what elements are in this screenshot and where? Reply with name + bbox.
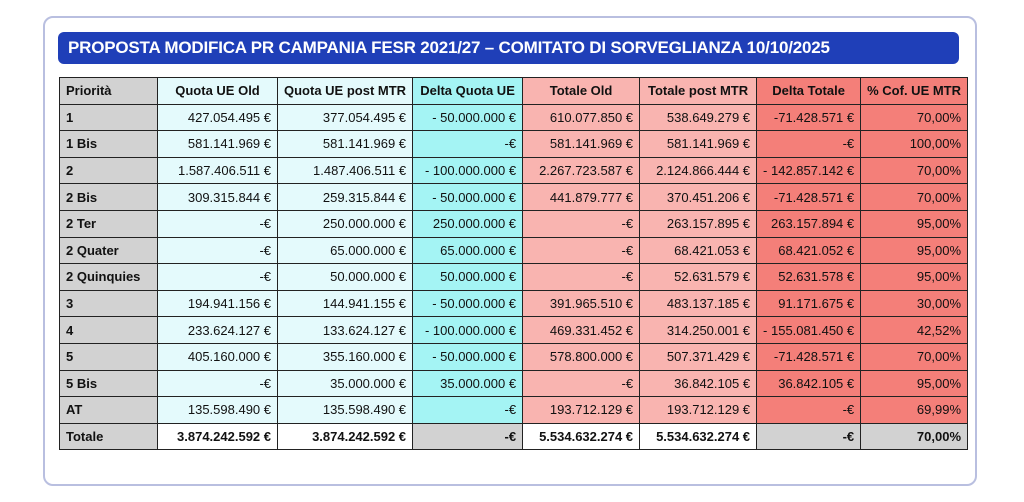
cell-delta-totale: -71.428.571 € <box>757 343 861 370</box>
total-quota-ue-old: 3.874.242.592 € <box>158 423 278 450</box>
cell-totale-old: 578.800.000 € <box>523 343 640 370</box>
total-delta-totale: -€ <box>757 423 861 450</box>
row-priorita: AT <box>60 397 158 424</box>
cell-quota-ue-old: 427.054.495 € <box>158 104 278 131</box>
table-body <box>60 104 968 423</box>
cell-cof-ue-mtr: 95,00% <box>861 264 968 291</box>
cell-quota-ue-old: -€ <box>158 264 278 291</box>
row-priorita: 1 Bis <box>60 131 158 158</box>
row-priorita: 2 <box>60 157 158 184</box>
cell-totale-old: 391.965.510 € <box>523 290 640 317</box>
cell-totale-old: -€ <box>523 210 640 237</box>
page-title: PROPOSTA MODIFICA PR CAMPANIA FESR 2021/27 – COMITATO DI SORVEGLIANZA 10/10/2025 <box>58 32 959 64</box>
cell-cof-ue-mtr: 70,00% <box>861 157 968 184</box>
cell-delta-totale: -71.428.571 € <box>757 104 861 131</box>
cell-delta-totale: 263.157.894 € <box>757 210 861 237</box>
cell-quota-ue-post-mtr: 35.000.000 € <box>278 370 413 397</box>
header-totale-old: Totale Old <box>523 78 640 105</box>
cell-totale-old: 581.141.969 € <box>523 131 640 158</box>
header-delta-quota-ue: Delta Quota UE <box>413 78 523 105</box>
cell-delta-quota-ue: - 100.000.000 € <box>413 157 523 184</box>
cell-quota-ue-old: 135.598.490 € <box>158 397 278 424</box>
cell-delta-quota-ue: -€ <box>413 397 523 424</box>
header-quota-ue-post-mtr: Quota UE post MTR <box>278 78 413 105</box>
cell-cof-ue-mtr: 69,99% <box>861 397 968 424</box>
row-priorita: 5 <box>60 343 158 370</box>
row-priorita: 1 <box>60 104 158 131</box>
table-row <box>60 210 968 237</box>
cell-quota-ue-post-mtr: 135.598.490 € <box>278 397 413 424</box>
cell-quota-ue-post-mtr: 65.000.000 € <box>278 237 413 264</box>
header-delta-totale: Delta Totale <box>757 78 861 105</box>
cell-cof-ue-mtr: 30,00% <box>861 290 968 317</box>
cell-cof-ue-mtr: 70,00% <box>861 104 968 131</box>
cell-quota-ue-post-mtr: 250.000.000 € <box>278 210 413 237</box>
cell-delta-quota-ue: 65.000.000 € <box>413 237 523 264</box>
header-cof-ue-mtr: % Cof. UE MTR <box>861 78 968 105</box>
cell-cof-ue-mtr: 100,00% <box>861 131 968 158</box>
cell-delta-totale: - 142.857.142 € <box>757 157 861 184</box>
cell-totale-post-mtr: 36.842.105 € <box>640 370 757 397</box>
cell-quota-ue-old: 194.941.156 € <box>158 290 278 317</box>
total-totale-post-mtr: 5.534.632.274 € <box>640 423 757 450</box>
cell-quota-ue-old: 233.624.127 € <box>158 317 278 344</box>
row-priorita: 2 Quinquies <box>60 264 158 291</box>
total-totale-old: 5.534.632.274 € <box>523 423 640 450</box>
table-row <box>60 343 968 370</box>
cell-delta-totale: -71.428.571 € <box>757 184 861 211</box>
cell-delta-quota-ue: 35.000.000 € <box>413 370 523 397</box>
cell-totale-post-mtr: 193.712.129 € <box>640 397 757 424</box>
cell-delta-quota-ue: - 100.000.000 € <box>413 317 523 344</box>
row-priorita: 3 <box>60 290 158 317</box>
table-row <box>60 131 968 158</box>
cell-delta-quota-ue: - 50.000.000 € <box>413 104 523 131</box>
cell-totale-old: -€ <box>523 264 640 291</box>
row-priorita: 5 Bis <box>60 370 158 397</box>
cell-quota-ue-post-mtr: 50.000.000 € <box>278 264 413 291</box>
cell-totale-post-mtr: 263.157.895 € <box>640 210 757 237</box>
cell-cof-ue-mtr: 70,00% <box>861 184 968 211</box>
cell-totale-post-mtr: 52.631.579 € <box>640 264 757 291</box>
cell-totale-post-mtr: 68.421.053 € <box>640 237 757 264</box>
cell-quota-ue-post-mtr: 133.624.127 € <box>278 317 413 344</box>
table-row <box>60 290 968 317</box>
cell-totale-old: 610.077.850 € <box>523 104 640 131</box>
cell-delta-totale: 91.171.675 € <box>757 290 861 317</box>
table-header-row <box>60 78 968 105</box>
cell-delta-quota-ue: - 50.000.000 € <box>413 343 523 370</box>
table-row <box>60 157 968 184</box>
cell-quota-ue-old: -€ <box>158 237 278 264</box>
cell-totale-post-mtr: 483.137.185 € <box>640 290 757 317</box>
cell-totale-post-mtr: 507.371.429 € <box>640 343 757 370</box>
cell-delta-quota-ue: - 50.000.000 € <box>413 184 523 211</box>
cell-totale-post-mtr: 538.649.279 € <box>640 104 757 131</box>
header-priorita: Priorità <box>60 78 158 105</box>
cell-totale-old: -€ <box>523 370 640 397</box>
table-row <box>60 370 968 397</box>
total-delta-quota-ue: -€ <box>413 423 523 450</box>
cell-delta-quota-ue: -€ <box>413 131 523 158</box>
cell-cof-ue-mtr: 95,00% <box>861 370 968 397</box>
cell-cof-ue-mtr: 42,52% <box>861 317 968 344</box>
cell-delta-totale: - 155.081.450 € <box>757 317 861 344</box>
cell-totale-post-mtr: 370.451.206 € <box>640 184 757 211</box>
cell-delta-quota-ue: 250.000.000 € <box>413 210 523 237</box>
cell-quota-ue-post-mtr: 355.160.000 € <box>278 343 413 370</box>
cell-quota-ue-old: -€ <box>158 370 278 397</box>
cell-quota-ue-old: 1.587.406.511 € <box>158 157 278 184</box>
cell-cof-ue-mtr: 95,00% <box>861 237 968 264</box>
cell-totale-post-mtr: 314.250.001 € <box>640 317 757 344</box>
cell-quota-ue-post-mtr: 581.141.969 € <box>278 131 413 158</box>
row-priorita: 2 Bis <box>60 184 158 211</box>
table-row <box>60 237 968 264</box>
cell-delta-totale: 52.631.578 € <box>757 264 861 291</box>
total-cof-ue-mtr: 70,00% <box>861 423 968 450</box>
total-quota-ue-post-mtr: 3.874.242.592 € <box>278 423 413 450</box>
row-priorita: 2 Quater <box>60 237 158 264</box>
cell-totale-old: 2.267.723.587 € <box>523 157 640 184</box>
cell-quota-ue-old: 309.315.844 € <box>158 184 278 211</box>
cell-totale-post-mtr: 2.124.866.444 € <box>640 157 757 184</box>
table-row <box>60 184 968 211</box>
cell-totale-old: 441.879.777 € <box>523 184 640 211</box>
header-quota-ue-old: Quota UE Old <box>158 78 278 105</box>
table-row <box>60 264 968 291</box>
cell-quota-ue-post-mtr: 259.315.844 € <box>278 184 413 211</box>
total-row <box>60 423 968 450</box>
row-priorita: 4 <box>60 317 158 344</box>
table-row <box>60 317 968 344</box>
total-label: Totale <box>60 423 158 450</box>
cell-quota-ue-old: 405.160.000 € <box>158 343 278 370</box>
cell-delta-totale: -€ <box>757 131 861 158</box>
cell-totale-old: 469.331.452 € <box>523 317 640 344</box>
cell-quota-ue-post-mtr: 1.487.406.511 € <box>278 157 413 184</box>
cell-quota-ue-post-mtr: 377.054.495 € <box>278 104 413 131</box>
cell-delta-totale: 68.421.052 € <box>757 237 861 264</box>
cell-totale-old: 193.712.129 € <box>523 397 640 424</box>
table-row <box>60 104 968 131</box>
cell-totale-post-mtr: 581.141.969 € <box>640 131 757 158</box>
cell-cof-ue-mtr: 70,00% <box>861 343 968 370</box>
cell-delta-totale: 36.842.105 € <box>757 370 861 397</box>
cell-quota-ue-old: 581.141.969 € <box>158 131 278 158</box>
table-row <box>60 397 968 424</box>
row-priorita: 2 Ter <box>60 210 158 237</box>
cell-totale-old: -€ <box>523 237 640 264</box>
cell-delta-quota-ue: 50.000.000 € <box>413 264 523 291</box>
header-totale-post-mtr: Totale post MTR <box>640 78 757 105</box>
cell-quota-ue-old: -€ <box>158 210 278 237</box>
cell-cof-ue-mtr: 95,00% <box>861 210 968 237</box>
cell-delta-quota-ue: - 50.000.000 € <box>413 290 523 317</box>
cell-quota-ue-post-mtr: 144.941.155 € <box>278 290 413 317</box>
cell-delta-totale: -€ <box>757 397 861 424</box>
budget-table <box>59 77 968 450</box>
